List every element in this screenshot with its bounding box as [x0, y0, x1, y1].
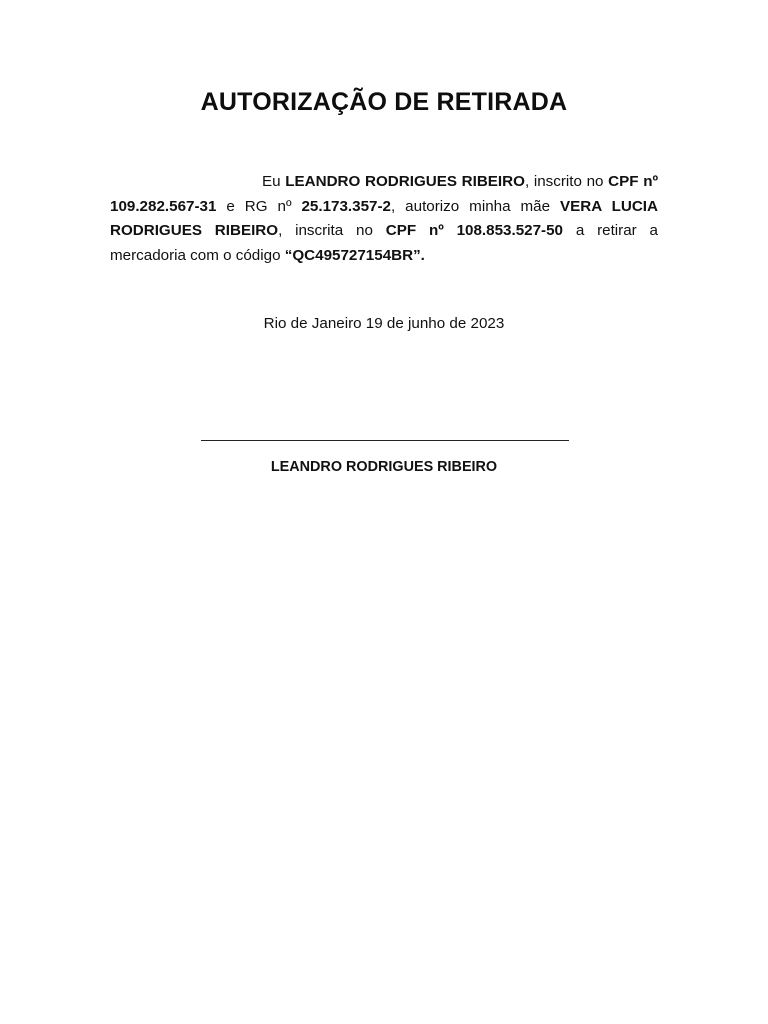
paragraph-text: Eu	[262, 173, 286, 190]
signature-line	[201, 440, 569, 441]
paragraph-text: , autorizo minha mãe	[391, 197, 560, 215]
tracking-code: “QC495727154BR”.	[284, 246, 425, 264]
paragraph-text: e RG nº	[216, 197, 302, 215]
paragraph-text: a retirar a mercadoria com o código	[110, 222, 658, 264]
grantor-name: LEANDRO RODRIGUES RIBEIRO	[285, 173, 525, 190]
document-title: AUTORIZAÇÃO DE RETIRADA	[200, 88, 568, 116]
place-and-date: Rio de Janeiro 19 de junho de 2023	[263, 315, 505, 332]
signatory-name: LEANDRO RODRIGUES RIBEIRO	[270, 459, 498, 475]
grantor-rg: 25.173.357-2	[301, 197, 391, 215]
paragraph-text: , inscrita no	[278, 222, 386, 240]
paragraph-text: , inscrito no	[524, 173, 609, 190]
grantee-cpf: CPF nº 108.853.527-50	[385, 222, 563, 240]
grantee-name: VERA LUCIA RODRIGUES RIBEIRO	[110, 197, 658, 240]
authorization-paragraph	[110, 170, 658, 268]
grantor-cpf: CPF nº 109.282.567-31	[110, 173, 659, 215]
